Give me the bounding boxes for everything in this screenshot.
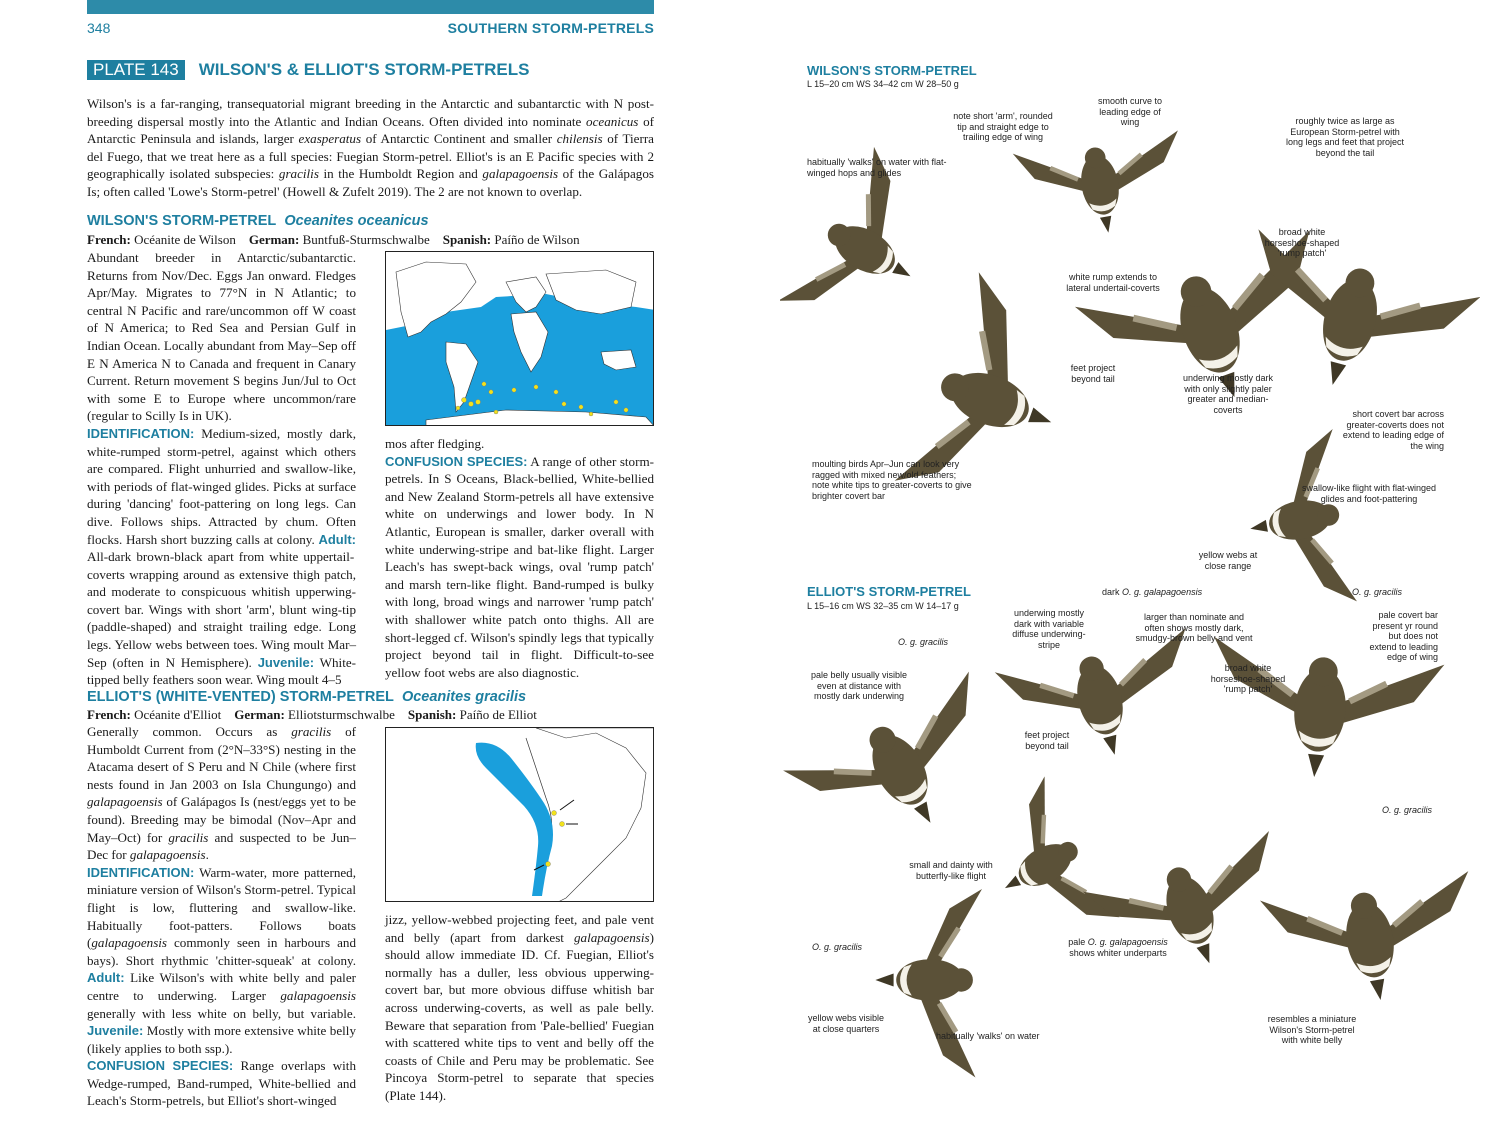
annotation-yellow-webs: yellow webs at close range — [1198, 550, 1258, 571]
elliots-left-column — [87, 723, 356, 1110]
wilsons-status: Abundant breeder in Antarctic/subantarctic. Returns from Nov/Dec. Eggs Jan onward. Fledges Apr/May. Migrates to 77°N in N Atlantic; to central N Pacific and rare/uncommon off W coast of N America; to Red Sea and Persian Gulf in Indian Ocean. Locally abundant from May–Sep off E N America N to Canada and frequent in Canary Current. Return movement S begins Jun/Jul to Oct with some E to Europe where uncommon/rare (regular to Scilly Is in UK). — [87, 250, 356, 424]
annotation-underwing-stripe: underwing mostly dark with variable diffuse underwing-stripe — [1012, 608, 1086, 650]
annotation-underwing: underwing mostly dark with only slightly paler greater and median-coverts — [1182, 373, 1274, 415]
elliots-identification: IDENTIFICATION: Warm-water, more patterned, miniature version of Wilson's Storm-petrel. Typical flight is low, fluttering and swallow-like. Habitually foot-patters. Follows boats (galapagoensis commonly seen in harbours and bays). Short rhythmic 'chitter-squeak' at colony. Adult: Like Wilson's with white belly and paler centre to underwing. Larger galapagoensis generally with less white on belly, but variable. Juvenile: Mostly with more extensive white belly (likely applies to both ssp.). — [87, 864, 356, 1056]
page-number: 348 — [87, 20, 111, 36]
world-map-icon — [386, 252, 654, 426]
wilsons-left-column — [87, 249, 356, 689]
annotation-gracilis-4: O. g. gracilis — [812, 942, 863, 952]
plate-heading — [87, 59, 529, 81]
wilsons-right-column: mos after fledging. CONFUSION SPECIES: A range of other storm-petrels. In S Oceans, Black-bellied, White-bellied and New Zealand Storm-petrels all have extensive white on underwings and lower body. In N Atlantic, European is smaller, darker overall with white underwing-stripe and bat-like flight. Larger Leach's has swept-back wings, oval 'rump patch' and marsh tern-like flight. Band-rumped is bulky with long, broad wings and narrower 'rump patch' with shallower white patch onto thighs. All are short-legged cf. Wilson's spindly legs that typically project beyond tail in flight. Difficult-to-see yellow foot webs are also diagnostic. — [385, 436, 655, 680]
wilsons-range-map — [385, 251, 654, 426]
elliots-heading: ELLIOT'S (WHITE-VENTED) STORM-PETREL Oceanites gracilis — [87, 689, 527, 705]
intro-paragraph: Wilson's is a far-ranging, transequatorial migrant breeding in the Antarctic and subantarctic with N post-breeding dispersal mostly into the Atlantic and Indian Oceans. Often divided into nominate oceanicus of Antarctic Peninsula and islands, larger exasperatus of Antarctic Continent and smaller chilensis of Tierra del Fuego, that we treat here as a full species: Fuegian Storm-petrel. Elliot's is an E Pacific species with 2 geographically isolated subspecies: gracilis in the Humboldt Region and galapagoensis of the Galápagos Is; often called 'Lowe's Storm-petrel' (Howell & Zufelt 2019). The 2 are not known to overlap. — [87, 96, 654, 199]
annotation-gracilis-1: O. g. gracilis — [1352, 587, 1403, 597]
annotation-moulting: moulting birds Apr–Jun can look very ragged with mixed new/old feathers; note white tips to greater-coverts to give brighter covert bar — [812, 459, 972, 501]
annotation-short-covert-bar: short covert bar across greater-coverts does not extend to leading edge of the wing — [1342, 409, 1444, 451]
plate-elliot-title: ELLIOT'S STORM-PETREL — [807, 584, 971, 599]
plate-badge: PLATE 143 — [87, 60, 185, 80]
annotation-gracilis-3: O. g. gracilis — [1382, 805, 1433, 815]
annotation-swallow-like: swallow-like flight with flat-winged glides and foot-pattering — [1301, 483, 1437, 504]
elliots-names: French: Océanite d'Elliot German: Elliotsturmschwalbe Spanish: Paíño de Elliot — [87, 707, 537, 722]
annotation-pale-belly: pale belly usually visible even at distance with mostly dark underwing — [810, 670, 908, 701]
running-title: SOUTHERN STORM-PETRELS — [447, 20, 654, 36]
wilsons-names: French: Océanite de Wilson German: Buntfuß-Sturmschwalbe Spanish: Paíño de Wilson — [87, 232, 580, 247]
annotation-feet-project: feet project beyond tail — [1070, 363, 1116, 384]
annotation-pale-covert-bar: pale covert bar present yr round but does not extend to leading edge of wing — [1369, 610, 1438, 662]
annotation-white-rump: white rump extends to lateral undertail-coverts — [1066, 272, 1160, 293]
annotation-yellow-webs-close: yellow webs visible at close quarters — [807, 1013, 885, 1034]
plate-wilson-title: WILSON'S STORM-PETREL — [807, 63, 977, 78]
plate-title: WILSON'S & ELLIOT'S STORM-PETRELS — [198, 60, 530, 79]
annotation-elliot-horseshoe: broad white horseshoe-shaped 'rump patch' — [1210, 663, 1286, 694]
annotation-gracilis-2: O. g. gracilis — [898, 637, 949, 647]
south-america-map-icon — [386, 728, 654, 902]
annotation-walks: habitually 'walks' on water with flat-winged hops and glides — [807, 157, 947, 178]
elliots-range-map — [385, 727, 654, 902]
elliots-status: Generally common. Occurs as gracilis of Humboldt Current from (2°N–33°S) nesting in the Atacama desert of S Peru and N Chile (where first nests found in Jan 2003 on Isla Chungungo) and galapagoensis of Galápagos Is (nest/eggs yet to be found). Breeding may be bimodal (Nov–Apr and May–Oct) for gracilis and suspected to be Jun–Dec for galapagoensis. — [87, 724, 356, 863]
annotation-short-arm: note short 'arm', rounded tip and straight edge to trailing edge of wing — [953, 111, 1053, 142]
annotation-horseshoe: broad white horseshoe-shaped 'rump patch' — [1264, 227, 1340, 258]
annotation-walks-on-water: habitually 'walks' on water — [936, 1031, 1040, 1041]
annotation-pale-galapagoensis: pale O. g. galapagoensis shows whiter underparts — [1068, 937, 1168, 958]
annotation-smooth-curve: smooth curve to leading edge of wing — [1097, 96, 1163, 127]
elliots-right-column: jizz, yellow-webbed projecting feet, and pale vent and belly (apart from darkest galapagoensis) should allow immediate ID. Cf. Fuegian, Elliot's normally has a duller, less obvious upperwing-covert bar, but more obvious diffuse whitish bar across underwing-coverts, as well as pale belly. Beware that separation from 'Pale-bellied' Fuegian with scattered white tips to vent and belly off the coasts of Chile and Peru may be problematic. See Pincoya Storm-petrel to separate that species (Plate 144). — [385, 912, 654, 1103]
annotation-twice-as-large: roughly twice as large as European Storm-petrel with long legs and feet that project beyond the tail — [1285, 116, 1405, 158]
header-bar — [87, 0, 654, 14]
plate-elliot-measurements: L 15–16 cm WS 32–35 cm W 14–17 g — [807, 601, 959, 611]
annotation-resembles-miniature: resembles a miniature Wilson's Storm-petrel with white belly — [1267, 1014, 1357, 1045]
plate-wilson-measurements: L 15–20 cm WS 34–42 cm W 28–50 g — [807, 79, 959, 89]
annotation-small-dainty: small and dainty with butterfly-like flight — [909, 860, 993, 881]
annotation-elliot-feet: feet project beyond tail — [1024, 730, 1070, 751]
wilsons-identification: IDENTIFICATION: Medium-sized, mostly dark, white-rumped storm-petrel, against which others are compared. Flight unhurried and swallow-like, with periods of flat-winged glides. Picks at surface during 'dancing' foot-pattering on long legs. Can dive. Follows ships. Attracted by chum. Often flocks. Harsh short buzzing calls at colony. Adult: All-dark brown-black apart from white uppertail-coverts wrapping around as extensive thigh patch, and moderate to conspicuous whitish upperwing-covert bar. Wings with short 'arm', blunt wing-tip (paddle-shaped) and straight trailing edge. Long legs. Yellow webs between toes. Wing moult Mar–Sep (often in N Hemisphere). Juvenile: White-tipped belly feathers soon wear. Wing moult 4–5 — [87, 425, 357, 688]
wilsons-heading: WILSON'S STORM-PETREL Oceanites oceanicus — [87, 213, 429, 229]
wilsons-confusion: CONFUSION SPECIES: A range of other storm-petrels. In S Oceans, Black-bellied, White-bellied and New Zealand Storm-petrels all have extensive white on underwings and lower body. In N Atlantic, European is smaller, darker overall with white underwing-stripe and bat-like flight. Larger Leach's has swept-back wings, oval 'rump patch' and marsh tern-like flight. Band-rumped is bulky with long, broad wings and narrower 'rump patch' with shallower white patch onto thighs. All are short-legged cf. Wilson's spindly legs that typically project beyond tail in flight. Difficult-to-see yellow foot webs are also diagnostic. — [385, 453, 655, 680]
elliots-confusion: CONFUSION SPECIES: Range overlaps with Wedge-rumped, Band-rumped, White-bellied and Leach's Storm-petrels, but Elliot's short-winged — [87, 1058, 356, 1109]
annotation-dark-galapagoensis: dark O. g. galapagoensis — [1102, 587, 1203, 597]
annotation-larger-than-nominate: larger than nominate and often shows mostly dark, smudgy-brown belly and vent — [1135, 612, 1253, 643]
